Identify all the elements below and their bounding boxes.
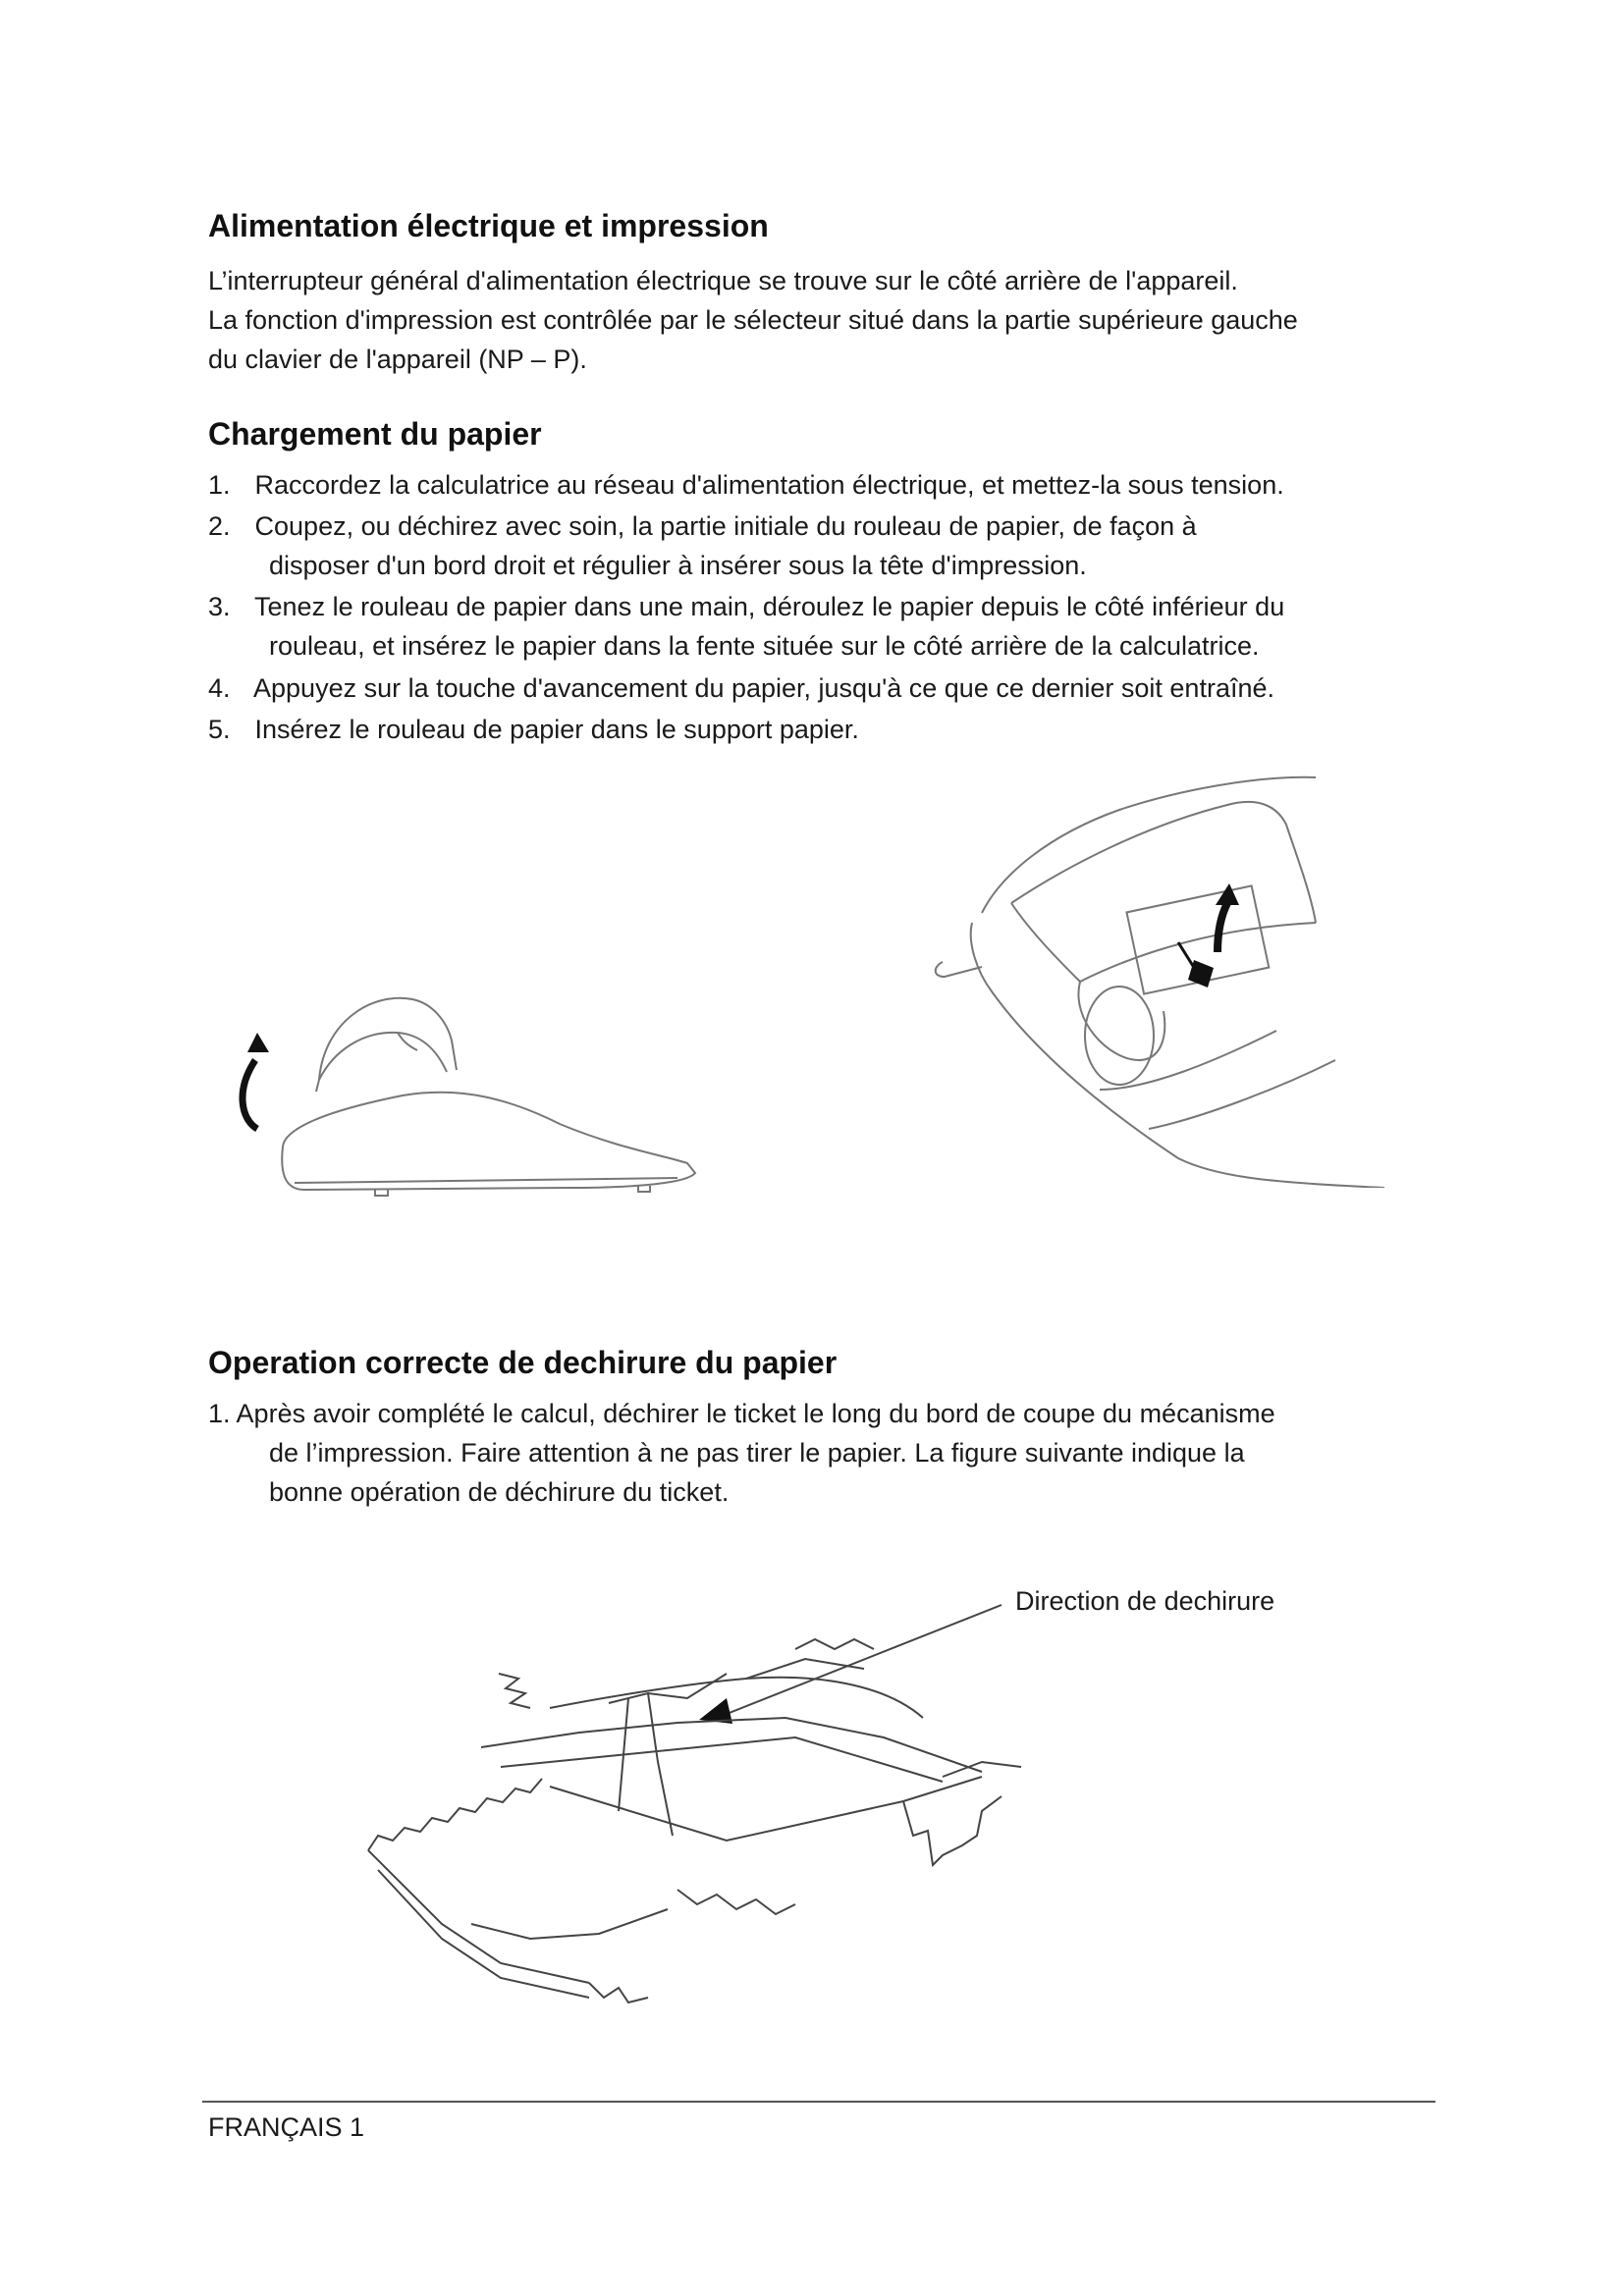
- list-item: [208, 465, 1426, 505]
- list-text: Coupez, ou déchirez avec soin, la partie initiale du rouleau de papier, de façon à: [254, 511, 1197, 541]
- list-text: Appuyez sur la touche d'avancement du papier, jusqu'à ce que ce dernier soit entraîné.: [253, 673, 1274, 703]
- paper-insertion-figure: [923, 766, 1394, 1188]
- section-heading-power: Alimentation électrique et impression: [208, 208, 769, 243]
- list-number: 2.: [208, 511, 231, 541]
- list-number: 4.: [208, 673, 231, 703]
- list-item: [208, 710, 1426, 749]
- list-text-continued: rouleau, et insérez le papier dans la fente située sur le côté arrière de la calculatrice.: [269, 631, 1260, 661]
- power-paragraph: [208, 261, 1455, 379]
- paper-holder-figure: [226, 982, 717, 1207]
- paper-tear-figure: [353, 1600, 1041, 2032]
- tear-direction-label: Direction de dechirure: [1015, 1586, 1275, 1616]
- list-item: [208, 668, 1426, 708]
- power-line-1: L’interrupteur général d'alimentation électrique se trouve sur le côté arrière de l'appareil.: [208, 266, 1238, 295]
- list-text-continued: de l’impression. Faire attention à ne pas tirer le papier. La figure suivante indique la: [269, 1438, 1245, 1468]
- list-text: Insérez le rouleau de papier dans le support papier.: [254, 715, 859, 744]
- footer-rule: [202, 2101, 1435, 2103]
- list-text: Après avoir complété le calcul, déchirer le ticket le long du bord de coupe du mécanisme: [236, 1399, 1275, 1428]
- list-number: 1.: [208, 470, 231, 500]
- section-heading-paper-loading: Chargement du papier: [208, 416, 542, 452]
- list-number: 5.: [208, 715, 231, 744]
- list-item: [208, 1394, 1445, 1512]
- list-text: Tenez le rouleau de papier dans une main, déroulez le papier depuis le côté inférieur du: [254, 592, 1285, 621]
- power-line-3: du clavier de l'appareil (NP – P).: [208, 345, 587, 374]
- list-text-continued: disposer d'un bord droit et régulier à insérer sous la tête d'impression.: [269, 551, 1087, 580]
- page-footer: FRANÇAIS 1: [208, 2112, 365, 2142]
- list-number: 1.: [208, 1399, 231, 1428]
- list-item: [208, 587, 1426, 666]
- list-number: 3.: [208, 592, 231, 621]
- section-heading-paper-tear: Operation correcte de dechirure du papier: [208, 1345, 838, 1380]
- list-text: Raccordez la calculatrice au réseau d'alimentation électrique, et mettez-la sous tension.: [254, 470, 1284, 500]
- list-text-continued: bonne opération de déchirure du ticket.: [269, 1477, 730, 1507]
- power-line-2: La fonction d'impression est contrôlée par le sélecteur situé dans la partie supérieure gauche: [208, 305, 1298, 335]
- list-item: [208, 507, 1426, 585]
